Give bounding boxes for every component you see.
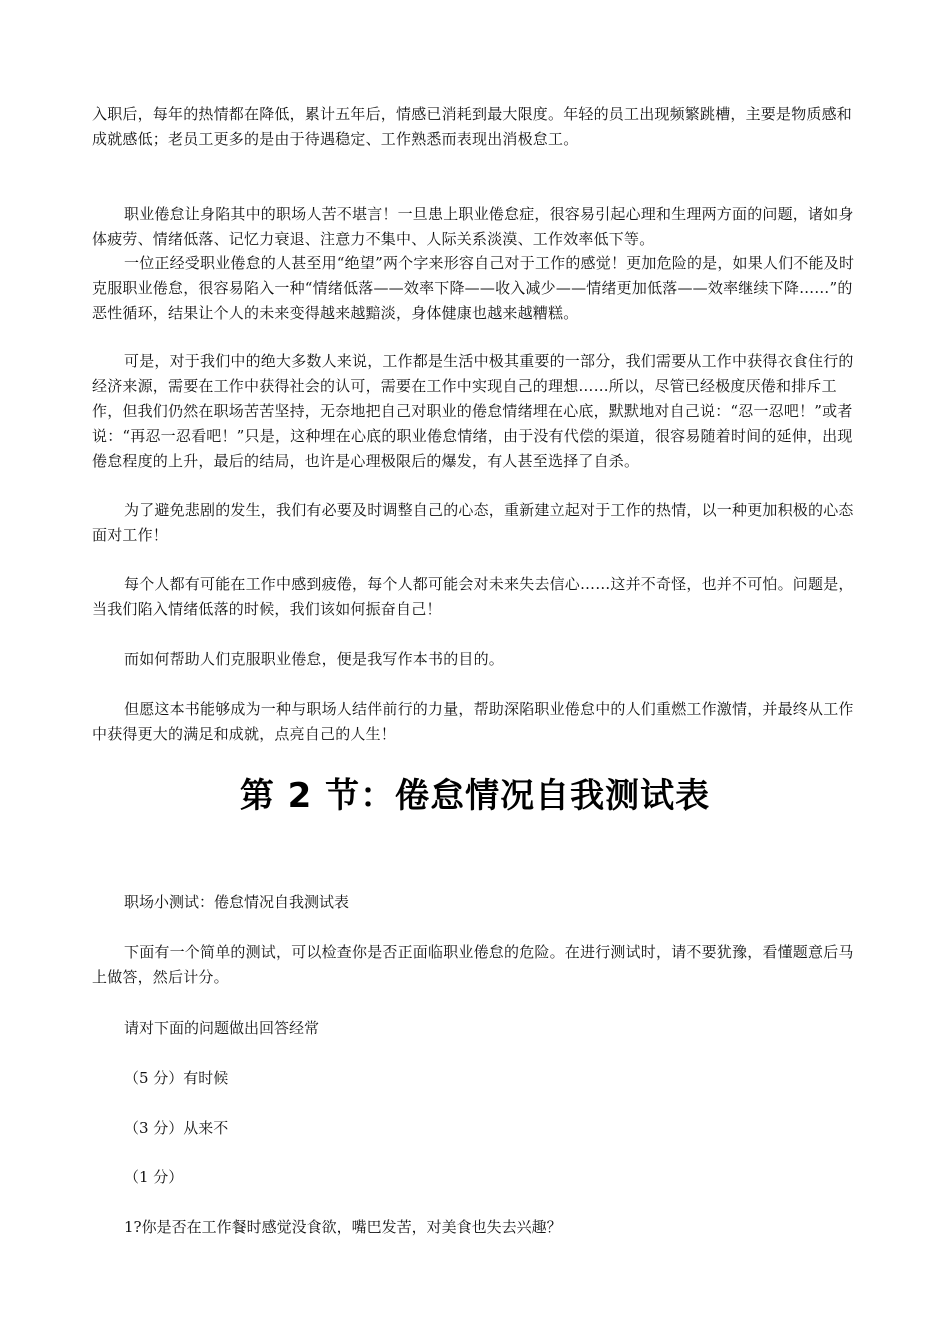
paragraph-3: 一位正经受职业倦怠的人甚至用“绝望”两个字来形容自己对于工作的感觉！更加危险的是，如果人们不能及时克服职业倦怠，很容易陷入一种“情绪低落——效率下降——收入减少——情绪更加低落——效率继续下降……”的恶性循环，结果让个人的未来变得越来越黯淡，身体健康也越来越糟糕。: [92, 254, 855, 322]
test-instruction: 请对下面的问题做出回答经常: [124, 1019, 320, 1037]
test-intro: 下面有一个简单的测试，可以检查你是否正面临职业倦怠的危险。在进行测试时，请不要犹豫，看懂题意后马上做答，然后计分。: [92, 943, 854, 986]
test-option-1: （5 分）有时候: [124, 1069, 229, 1087]
section-title: 第 2 节：倦怠情况自我测试表: [239, 776, 711, 816]
paragraph-7: 而如何帮助人们克服职业倦怠，便是我写作本书的目的。: [124, 650, 505, 668]
paragraph-1: 入职后，每年的热情都在降低，累计五年后，情感已消耗到最大限度。年轻的员工出现频繁跳槽，主要是物质感和成就感低；老员工更多的是由于待遇稳定、工作熟悉而表现出消极怠工。: [92, 105, 853, 148]
paragraph-5: 为了避免悲剧的发生，我们有必要及时调整自己的心态，重新建立起对于工作的热情，以一种更加积极的心态面对工作！: [92, 501, 854, 544]
paragraph-8: 但愿这本书能够成为一种与职场人结伴前行的力量，帮助深陷职业倦怠中的人们重燃工作激情，并最终从工作中获得更大的满足和成就，点亮自己的人生！: [92, 700, 854, 743]
paragraph-6: 每个人都有可能在工作中感到疲倦，每个人都可能会对未来失去信心……这并不奇怪，也并不可怕。问题是，当我们陷入情绪低落的时候，我们该如何振奋自己！: [92, 575, 854, 618]
test-question-1: 1?你是否在工作餐时感觉没食欲，嘴巴发苦，对美食也失去兴趣？: [124, 1218, 562, 1236]
test-subtitle: 职场小测试：倦怠情况自我测试表: [124, 893, 350, 911]
paragraph-2: 职业倦怠让身陷其中的职场人苦不堪言！一旦患上职业倦怠症，很容易引起心理和生理两方面的问题，诸如身体疲劳、情绪低落、记忆力衰退、注意力不集中、人际关系淡漠、工作效率低下等。: [92, 205, 854, 248]
paragraph-4: 可是，对于我们中的绝大多数人来说，工作都是生活中极其重要的一部分，我们需要从工作中获得衣食住行的经济来源，需要在工作中获得社会的认可，需要在工作中实现自己的理想……所以，尽管已经极度厌倦和排斥工作，但我们仍然在职场苦苦坚持，无奈地把自己对职业的倦怠情绪埋在心底，默默地对自己说：“忍一忍吧！”或者说：“再忍一忍看吧！”只是，这种埋在心底的职业倦怠情绪，由于没有代偿的渠道，很容易随着时间的延伸，出现倦怠程度的上升，最后的结局，也许是心理极限后的爆发，有人甚至选择了自杀。: [92, 352, 854, 470]
test-option-2: （3 分）从来不: [124, 1119, 229, 1137]
test-option-3: （1 分）: [124, 1168, 184, 1186]
